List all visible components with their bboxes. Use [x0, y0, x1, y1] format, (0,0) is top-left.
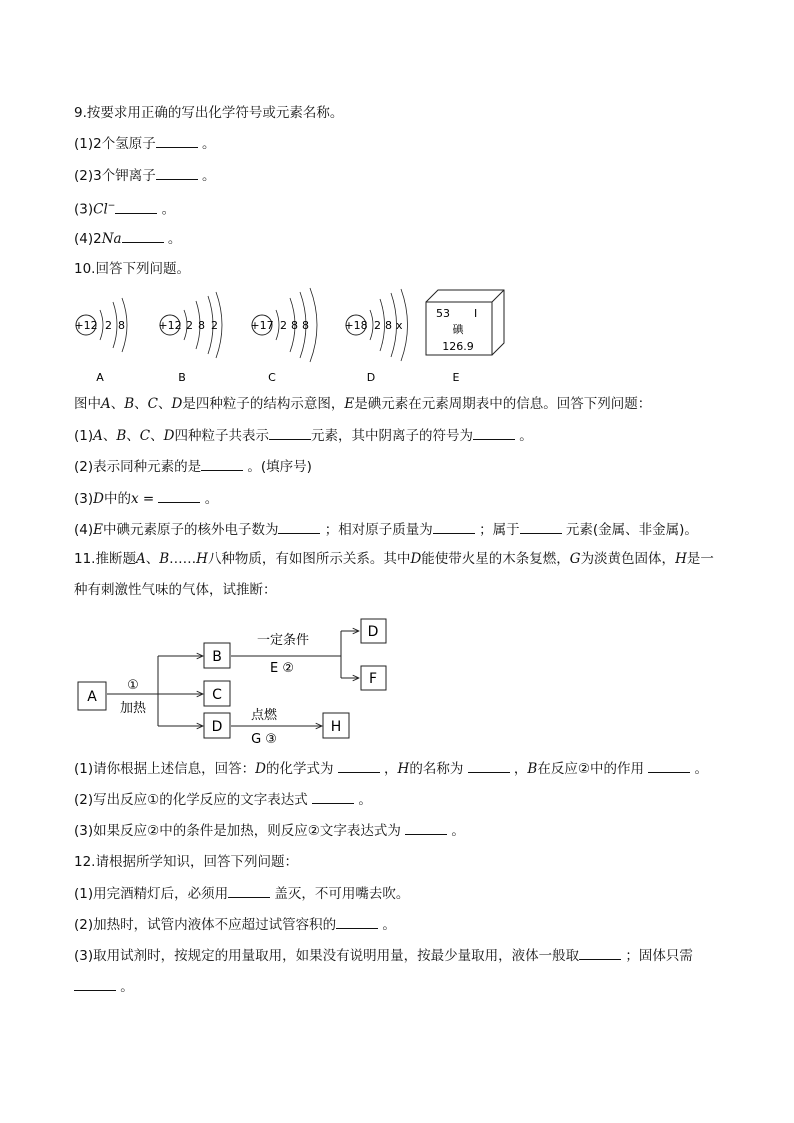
shell-count: 8 — [385, 319, 392, 332]
text-segment: = — [138, 491, 159, 507]
math-variable: A — [135, 551, 146, 567]
text-segment: 的名称为 — [409, 761, 468, 777]
text-segment: ， — [509, 761, 528, 777]
shell-count: 8 — [291, 319, 298, 332]
math-variable: A — [93, 428, 103, 444]
math-variable: A — [101, 396, 111, 412]
text-segment: (3)取用试剂时，按规定的用量取用，如果没有说明用量，按最少量取用，液体一般取 — [74, 948, 580, 964]
text-segment: 。 — [200, 491, 219, 507]
shell-count: 2 — [186, 319, 193, 332]
text-segment: …… — [169, 551, 197, 567]
q11-part-1 — [74, 759, 708, 778]
q12-part-1 — [74, 884, 409, 903]
reaction-3-label: G ③ — [251, 732, 277, 747]
text-segment: ， — [379, 761, 398, 777]
text-segment: (3)如果反应②中的条件是加热，则反应②文字表达式为 — [74, 823, 406, 839]
text-segment: 、 — [145, 551, 160, 567]
reaction-1-condition: 加热 — [119, 701, 147, 716]
text-segment: 图中 — [74, 396, 101, 412]
text-segment: (2)表示同种元素的是 — [74, 459, 202, 475]
text-segment: 。 — [378, 917, 396, 933]
math-variable: E — [93, 522, 103, 538]
nucleus-label: +12 — [158, 319, 182, 332]
figure-letter: D — [366, 371, 376, 384]
math-variable: D — [163, 428, 175, 444]
text-segment: ；固体只需 — [621, 948, 693, 964]
answer-blank[interactable] — [579, 946, 621, 960]
answer-blank[interactable] — [468, 759, 510, 773]
math-variable: B — [527, 761, 538, 777]
q9-part-4: (4)2Na 。 — [74, 231, 182, 247]
answer-blank[interactable] — [312, 790, 354, 804]
q10-part-2 — [74, 457, 312, 476]
reaction-2-label: E ② — [269, 661, 295, 676]
text-segment: ；相对原子质量为 — [320, 522, 433, 538]
text-segment: ；属于 — [474, 522, 520, 538]
text-segment: (2)写出反应①的化学反应的文字表达式 — [74, 792, 313, 808]
text-segment: 、 — [150, 428, 164, 444]
nucleus-label: +18 — [344, 319, 368, 332]
text-segment: 、 — [102, 428, 117, 444]
shell-count: 2 — [280, 319, 287, 332]
shell-count: 8 — [118, 319, 125, 332]
node-b: B — [212, 649, 222, 665]
node-a: A — [87, 689, 97, 705]
q11-intro-line-1 — [74, 550, 714, 568]
math-variable: H — [397, 761, 410, 777]
text-segment: (2)加热时，试管内液体不应超过试管容积的 — [74, 917, 337, 933]
text-segment: 是四种粒子的结构示意图， — [182, 396, 345, 412]
atom-diagram-c — [250, 288, 317, 384]
answer-blank[interactable] — [201, 457, 243, 471]
answer-blank[interactable] — [278, 520, 320, 534]
text-segment: 四种粒子共表示 — [174, 428, 269, 444]
q11-intro-line-2 — [74, 581, 277, 599]
node-d: D — [211, 719, 223, 735]
text-segment: 。 — [690, 761, 709, 777]
reaction-3-condition: 点燃 — [250, 708, 278, 723]
text-segment: 的化学式为 — [265, 761, 338, 777]
q12-part-2 — [74, 915, 396, 934]
figure-letter: A — [96, 371, 104, 384]
text-segment: 种有刺激性气味的气体，试推断： — [74, 582, 277, 598]
text-segment: 中碘元素原子的核外电子数为 — [102, 522, 279, 538]
q12-part-4 — [74, 977, 134, 996]
math-variable: H — [675, 551, 687, 567]
q9-title: 9.按要求用正确的写出化学符号或元素名称。 — [74, 105, 344, 121]
q12-part-3 — [74, 946, 693, 965]
q11-part-2 — [74, 790, 372, 809]
nucleus-label: +12 — [74, 319, 98, 332]
node-c: C — [212, 687, 222, 703]
text-segment: 中的 — [103, 491, 131, 507]
text-segment: 。 — [354, 792, 372, 808]
text-segment: (1)请你根据上述信息，回答： — [74, 761, 256, 777]
answer-blank[interactable] — [122, 229, 164, 243]
math-variable: G — [569, 551, 581, 567]
node-h: H — [330, 719, 342, 735]
q10-title: 10.回答下列问题。 — [74, 261, 190, 277]
atomic-number: 53 — [436, 307, 450, 320]
q10-part-4 — [74, 520, 698, 539]
answer-blank[interactable] — [520, 520, 562, 534]
math-variable: D — [410, 551, 422, 567]
text-segment: 11.推断题 — [74, 551, 136, 567]
math-variable: C — [147, 396, 159, 412]
text-segment: 、 — [110, 396, 125, 412]
math-variable: C — [139, 428, 151, 444]
answer-blank[interactable] — [269, 426, 311, 440]
reaction-1-number: ① — [127, 678, 139, 693]
answer-blank[interactable] — [158, 489, 200, 503]
answer-blank[interactable] — [336, 915, 378, 929]
q12-title: 12.请根据所学知识，回答下列问题： — [74, 854, 298, 870]
math-variable: E — [344, 396, 355, 412]
text-segment: 元素，其中阴离子的符号为 — [310, 428, 473, 444]
text-segment: 能使带火星的木条复燃， — [421, 551, 570, 567]
answer-blank[interactable] — [433, 520, 475, 534]
answer-blank[interactable] — [115, 200, 157, 214]
answer-blank[interactable] — [228, 884, 270, 898]
atom-diagram-d — [344, 289, 407, 384]
q9-part-1: (1)2个氢原子 。 — [74, 136, 216, 152]
q10-part-1 — [74, 426, 533, 445]
math-variable: B — [124, 396, 135, 412]
text-segment: 。 — [116, 979, 134, 995]
element-symbol: I — [474, 307, 478, 320]
math-variable: D — [255, 761, 266, 777]
reaction-flow-diagram — [0, 610, 794, 750]
q9-part-2: (2)3个钾离子 。 — [74, 168, 216, 184]
text-segment: 元素(金属、非金属)。 — [561, 522, 698, 538]
text-segment: (3) — [74, 491, 94, 507]
shell-count: 2 — [374, 319, 381, 332]
figure-letter: B — [178, 371, 186, 384]
reaction-2-condition: 一定条件 — [256, 633, 310, 648]
atomic-mass: 126.9 — [442, 340, 474, 353]
answer-blank[interactable] — [338, 759, 380, 773]
figure-letter: C — [268, 371, 276, 384]
text-segment: 在反应②中的作用 — [537, 761, 649, 777]
math-variable: D — [93, 491, 104, 507]
answer-blank[interactable] — [648, 759, 690, 773]
text-segment: 。(填序号) — [243, 459, 312, 475]
text-segment: 是碘元素在元素周期表中的信息。回答下列问题： — [354, 396, 652, 412]
q10-part-3 — [74, 489, 218, 508]
math-variable: D — [171, 396, 183, 412]
atom-diagram-a — [74, 298, 127, 384]
math-variable: B — [116, 428, 127, 444]
shell-count: 2 — [105, 319, 112, 332]
q11-part-3 — [74, 821, 465, 840]
shell-count: 8 — [198, 319, 205, 332]
node-d-product: D — [367, 624, 379, 640]
answer-blank[interactable] — [156, 134, 198, 148]
text-segment: 是一 — [686, 551, 714, 567]
math-variable: x — [130, 491, 139, 507]
text-segment: 八种物质，有如图所示关系。其中 — [207, 551, 411, 567]
periodic-table-cell-e — [426, 290, 504, 384]
nucleus-label: +17 — [250, 319, 274, 332]
element-name: 碘 — [452, 323, 464, 336]
text-segment: 盖灭，不可用嘴去吹。 — [270, 886, 410, 902]
text-segment: 。 — [447, 823, 465, 839]
shell-count: 2 — [211, 319, 218, 332]
answer-blank[interactable] — [74, 977, 116, 991]
shell-count: x — [396, 319, 403, 332]
text-segment: 、 — [126, 428, 140, 444]
text-segment: (4) — [74, 522, 94, 538]
figure-letter: E — [452, 371, 460, 384]
text-segment: 。 — [514, 428, 533, 444]
text-segment: (1)用完酒精灯后，必须用 — [74, 886, 229, 902]
math-variable: B — [159, 551, 170, 567]
node-f: F — [368, 671, 378, 687]
text-segment: 为淡黄色固体， — [580, 551, 676, 567]
text-segment: 、 — [134, 396, 148, 412]
answer-blank[interactable] — [405, 821, 447, 835]
text-segment: 、 — [158, 396, 172, 412]
atom-diagram-b — [158, 292, 222, 384]
q9-part-3: (3)Cl− 。 — [74, 201, 176, 218]
math-variable: H — [196, 551, 208, 567]
answer-blank[interactable] — [473, 426, 515, 440]
shell-count: 8 — [302, 319, 309, 332]
q10-intro — [74, 395, 651, 413]
answer-blank[interactable] — [156, 166, 198, 180]
atom-structure-figure — [0, 284, 794, 388]
text-segment: (1) — [74, 428, 94, 444]
